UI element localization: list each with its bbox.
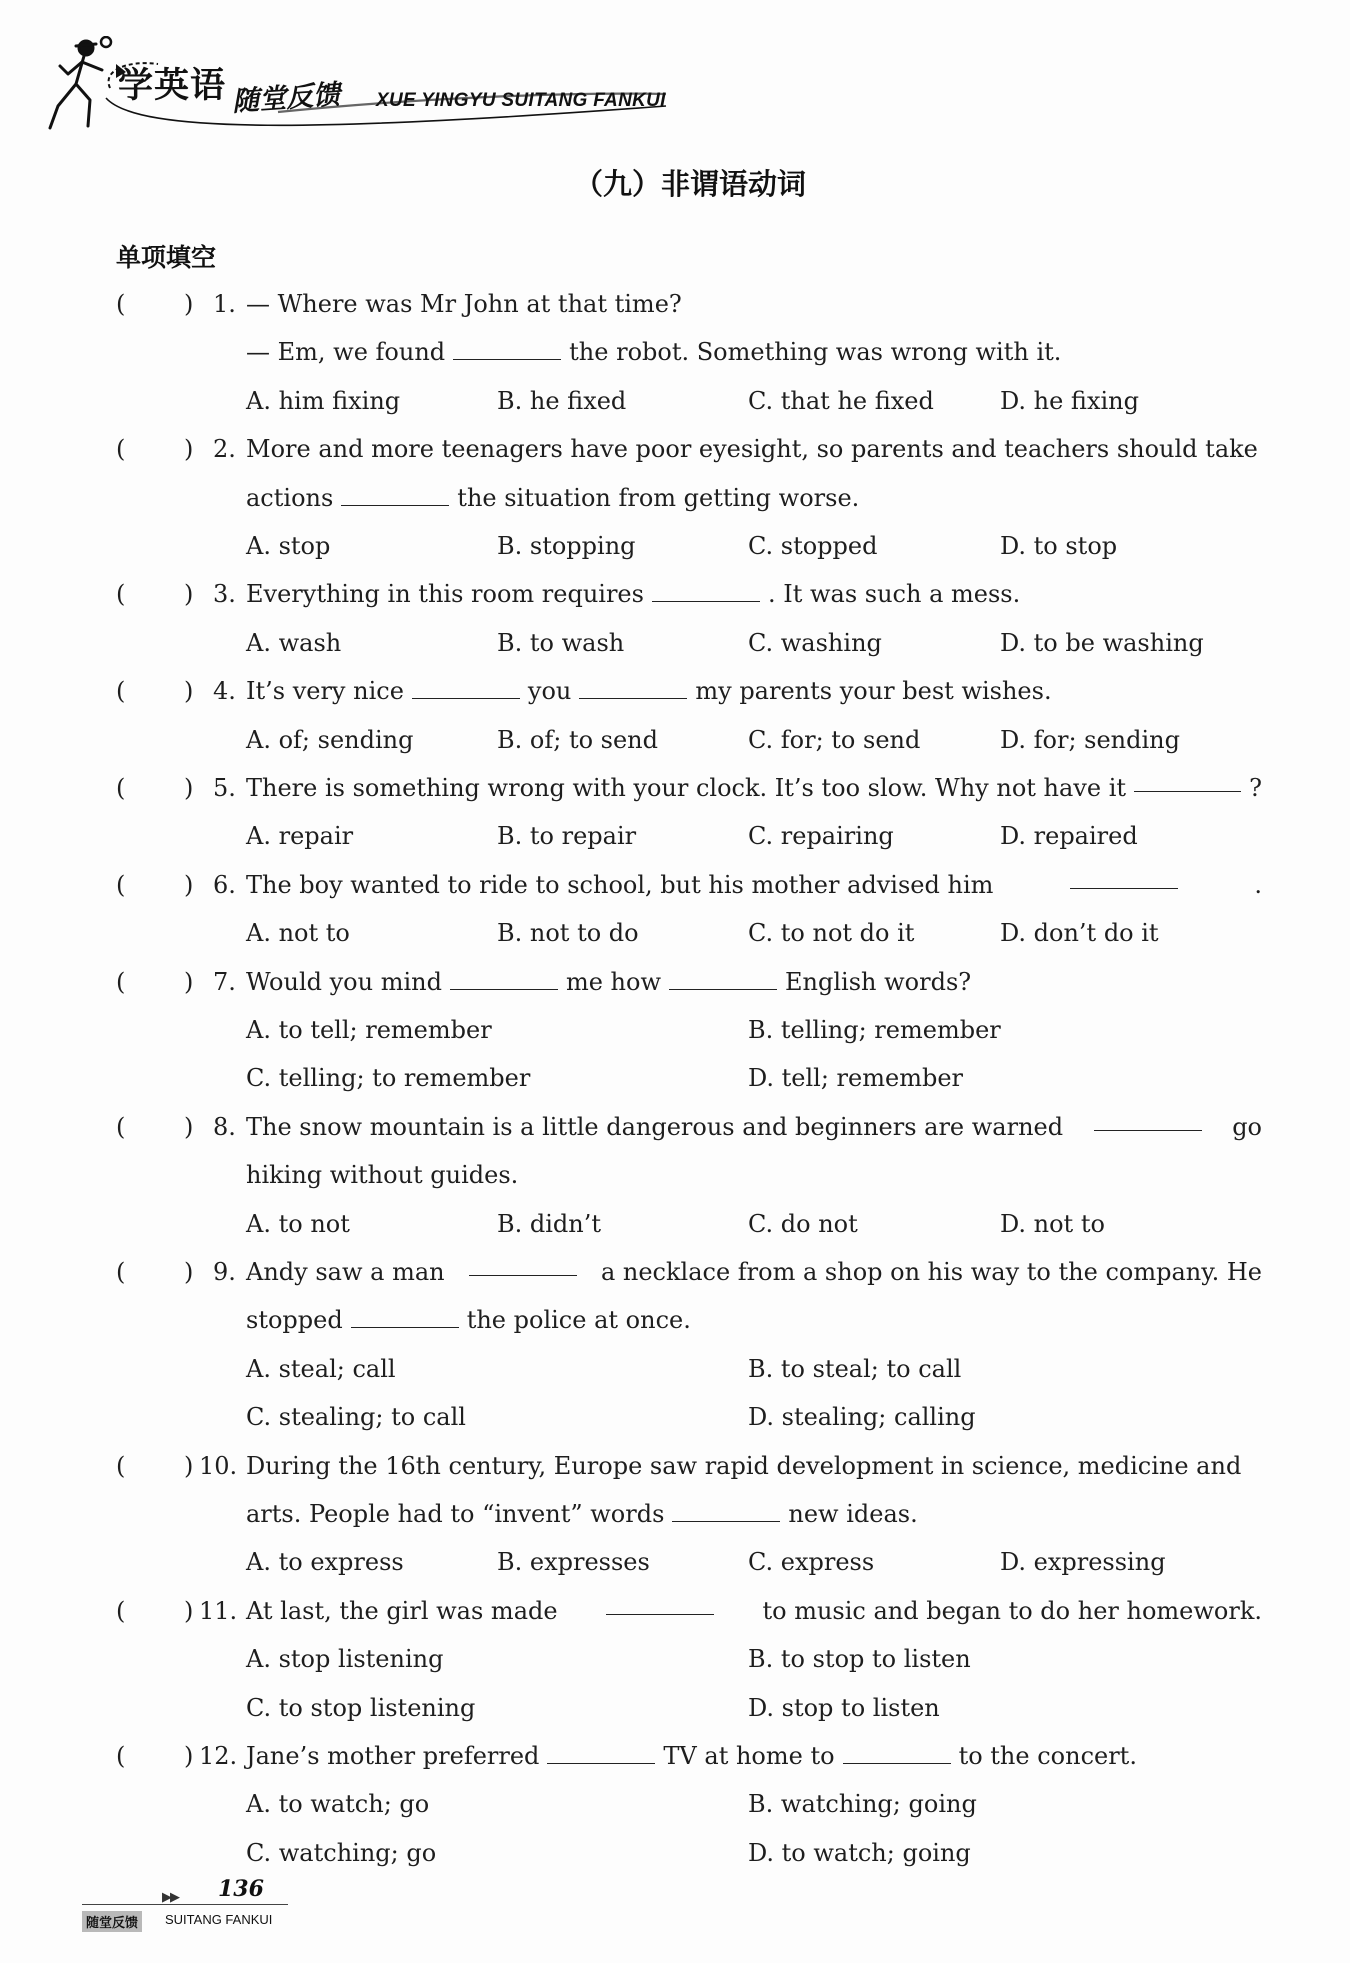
question-text: my parents your best wishes. bbox=[695, 677, 1052, 706]
question-text: TV at home to bbox=[663, 1742, 835, 1770]
answer-paren-open: ( bbox=[116, 435, 126, 464]
answer-paren-open: ( bbox=[116, 1596, 126, 1625]
option-c[interactable]: C. for; to send bbox=[748, 725, 921, 754]
answer-paren-close: ) bbox=[184, 1112, 194, 1141]
page-number: 136 bbox=[218, 1876, 264, 1902]
option-d[interactable]: D. to watch; going bbox=[748, 1838, 971, 1867]
answer-blank[interactable] bbox=[1134, 773, 1241, 792]
option-a[interactable]: A. wash bbox=[246, 628, 342, 657]
option-d[interactable]: D. tell; remember bbox=[748, 1064, 963, 1093]
question-text-line bbox=[246, 1596, 1262, 1626]
answer-paren-close: ) bbox=[184, 580, 194, 609]
option-a[interactable]: A. to watch; go bbox=[246, 1790, 430, 1819]
question-number: 12. bbox=[199, 1742, 238, 1770]
answer-blank[interactable] bbox=[652, 583, 760, 602]
option-d[interactable]: D. to be washing bbox=[1000, 628, 1204, 657]
answer-paren-close: ) bbox=[184, 677, 194, 706]
question-text: Everything in this room requires bbox=[246, 580, 644, 609]
question-text-line bbox=[246, 289, 682, 319]
answer-blank[interactable] bbox=[547, 1745, 655, 1764]
answer-paren-close: ) bbox=[184, 967, 194, 996]
option-c[interactable]: C. that he fixed bbox=[748, 386, 934, 415]
question-text-line bbox=[246, 1305, 691, 1335]
question-text: a necklace from a shop on his way to the company. He bbox=[600, 1258, 1262, 1286]
question-text: English words? bbox=[785, 967, 972, 996]
answer-blank[interactable] bbox=[672, 1503, 780, 1522]
option-d[interactable]: D. to stop bbox=[1000, 531, 1118, 560]
page-title: （九）非谓语动词 bbox=[573, 167, 806, 201]
answer-paren-open: ( bbox=[116, 1742, 126, 1770]
option-c[interactable]: C. washing bbox=[748, 628, 882, 657]
answer-blank[interactable] bbox=[1070, 870, 1178, 889]
question-number: 11. bbox=[199, 1596, 238, 1625]
question-text-line bbox=[246, 676, 1052, 706]
question-text-line bbox=[246, 1741, 1137, 1771]
question-text: stopped bbox=[246, 1306, 343, 1335]
question-text: Would you mind bbox=[246, 967, 442, 996]
answer-paren-open: ( bbox=[116, 290, 126, 318]
option-d[interactable]: D. stop to listen bbox=[748, 1693, 940, 1722]
option-d[interactable]: D. he fixing bbox=[1000, 386, 1139, 415]
question-text: to music and began to do her homework. bbox=[762, 1596, 1262, 1625]
option-d[interactable]: D. expressing bbox=[1000, 1548, 1166, 1577]
option-c[interactable]: C. do not bbox=[748, 1209, 858, 1238]
answer-blank[interactable] bbox=[469, 1257, 577, 1276]
option-b[interactable]: B. he fixed bbox=[497, 386, 627, 415]
question-text-line bbox=[246, 337, 1061, 367]
answer-paren-open: ( bbox=[116, 1112, 126, 1141]
footer-arrows-icon: ▶▶ bbox=[162, 1890, 178, 1905]
answer-blank[interactable] bbox=[669, 971, 777, 990]
option-b[interactable]: B. watching; going bbox=[748, 1790, 977, 1819]
question-text: Jane’s mother preferred bbox=[246, 1742, 540, 1770]
question-number: 8. bbox=[213, 1112, 236, 1141]
answer-blank[interactable] bbox=[351, 1309, 459, 1328]
answer-paren-open: ( bbox=[116, 1451, 126, 1480]
option-b[interactable]: B. telling; remember bbox=[748, 1015, 1001, 1044]
question-text: ? bbox=[1249, 774, 1262, 802]
option-d[interactable]: D. repaired bbox=[1000, 822, 1138, 851]
option-a[interactable]: A. of; sending bbox=[246, 725, 414, 754]
question-text: The boy wanted to ride to school, but his mother advised him bbox=[246, 870, 994, 899]
question-text: At last, the girl was made bbox=[246, 1596, 558, 1625]
answer-paren-close: ) bbox=[184, 1258, 194, 1286]
answer-paren-close: ) bbox=[184, 1596, 194, 1625]
header-pinyin: XUE YINGYU SUITANG FANKUI bbox=[376, 90, 666, 111]
question-text: During the 16th century, Europe saw rapid development in science, medicine and bbox=[246, 1451, 1242, 1480]
option-b[interactable]: B. didn’t bbox=[497, 1209, 602, 1238]
question-text: me how bbox=[565, 967, 662, 996]
question-number: 6. bbox=[213, 870, 236, 899]
question-text-line bbox=[246, 1257, 1262, 1287]
answer-paren-open: ( bbox=[116, 774, 126, 802]
answer-blank[interactable] bbox=[341, 487, 449, 506]
question-text: . It was such a mess. bbox=[767, 580, 1021, 609]
question-text: the robot. Something was wrong with it. bbox=[569, 338, 1062, 367]
option-a[interactable]: A. repair bbox=[246, 822, 354, 851]
answer-blank[interactable] bbox=[843, 1745, 951, 1764]
option-d[interactable]: D. stealing; calling bbox=[748, 1403, 976, 1432]
option-a[interactable]: A. stop bbox=[246, 531, 331, 560]
option-b[interactable]: B. stopping bbox=[497, 531, 636, 560]
option-a[interactable]: A. steal; call bbox=[246, 1354, 396, 1383]
question-text: More and more teenagers have poor eyesight, so parents and teachers should take bbox=[246, 435, 1258, 464]
question-text: go bbox=[1232, 1112, 1262, 1141]
option-a[interactable]: A. to tell; remember bbox=[246, 1015, 492, 1044]
option-b[interactable]: B. not to do bbox=[497, 919, 639, 948]
question-text-line bbox=[246, 1112, 1262, 1142]
answer-paren-close: ) bbox=[184, 774, 194, 802]
option-b[interactable]: B. to stop to listen bbox=[748, 1645, 971, 1674]
question-number: 5. bbox=[213, 774, 236, 802]
answer-paren-open: ( bbox=[116, 870, 126, 899]
option-c[interactable]: C. stealing; to call bbox=[246, 1403, 466, 1432]
question-text-line bbox=[246, 1499, 918, 1529]
option-b[interactable]: B. to repair bbox=[497, 822, 637, 851]
answer-blank[interactable] bbox=[579, 680, 687, 699]
footer-divider bbox=[82, 1904, 288, 1905]
option-d[interactable]: D. don’t do it bbox=[1000, 919, 1159, 948]
option-c[interactable]: C. watching; go bbox=[246, 1838, 437, 1867]
option-a[interactable]: A. to express bbox=[246, 1548, 404, 1577]
question-text: — Where was Mr John at that time? bbox=[246, 290, 682, 318]
question-number: 3. bbox=[213, 580, 236, 609]
option-a[interactable]: A. to not bbox=[246, 1209, 350, 1238]
question-text-line bbox=[246, 1451, 1262, 1481]
question-number: 4. bbox=[213, 677, 236, 706]
question-text-line bbox=[246, 870, 1262, 900]
question-text: It’s very nice bbox=[246, 677, 404, 706]
question-number: 7. bbox=[213, 967, 236, 996]
header-title: 学英语 bbox=[118, 66, 227, 106]
option-b[interactable]: B. expresses bbox=[497, 1548, 650, 1577]
question-text: There is something wrong with your clock. It’s too slow. Why not have it bbox=[246, 774, 1127, 802]
footer-pinyin: SUITANG FANKUI bbox=[165, 1912, 273, 1927]
option-c[interactable]: C. telling; to remember bbox=[246, 1064, 531, 1093]
question-text-line bbox=[246, 579, 1020, 609]
option-c[interactable]: C. repairing bbox=[748, 822, 894, 851]
option-a[interactable]: A. not to bbox=[246, 919, 350, 948]
answer-blank[interactable] bbox=[450, 971, 558, 990]
option-d[interactable]: D. not to bbox=[1000, 1209, 1105, 1238]
question-number: 9. bbox=[213, 1258, 236, 1286]
question-text: arts. People had to “invent” words bbox=[246, 1499, 665, 1528]
answer-paren-open: ( bbox=[116, 677, 126, 706]
footer-label: 随堂反馈 bbox=[82, 1911, 142, 1932]
question-text: the situation from getting worse. bbox=[457, 483, 860, 512]
answer-paren-open: ( bbox=[116, 1258, 126, 1286]
question-text: . bbox=[1254, 870, 1262, 899]
answer-blank[interactable] bbox=[1094, 1112, 1202, 1131]
header-subtitle: 随堂反馈 bbox=[231, 79, 342, 118]
question-text: new ideas. bbox=[788, 1499, 918, 1528]
question-text-line bbox=[246, 1160, 518, 1190]
option-b[interactable]: B. to steal; to call bbox=[748, 1354, 962, 1383]
option-d[interactable]: D. for; sending bbox=[1000, 725, 1180, 754]
question-text: hiking without guides. bbox=[246, 1161, 519, 1190]
answer-blank[interactable] bbox=[412, 680, 520, 699]
question-text-line bbox=[246, 434, 1262, 464]
option-c[interactable]: C. to not do it bbox=[748, 919, 915, 948]
option-a[interactable]: A. him fixing bbox=[246, 386, 401, 415]
answer-paren-close: ) bbox=[184, 435, 194, 464]
question-text-line bbox=[246, 967, 971, 997]
option-c[interactable]: C. stopped bbox=[748, 531, 878, 560]
question-text: — Em, we found bbox=[246, 338, 446, 367]
question-text-line bbox=[246, 773, 1262, 803]
question-text: actions bbox=[246, 483, 334, 512]
option-c[interactable]: C. to stop listening bbox=[246, 1693, 476, 1722]
answer-blank[interactable] bbox=[606, 1596, 714, 1615]
section-title: 单项填空 bbox=[116, 243, 217, 272]
option-a[interactable]: A. stop listening bbox=[246, 1645, 444, 1674]
answer-paren-open: ( bbox=[116, 967, 126, 996]
question-text: the police at once. bbox=[466, 1306, 691, 1335]
answer-paren-close: ) bbox=[184, 870, 194, 899]
question-number: 2. bbox=[213, 435, 236, 464]
answer-paren-close: ) bbox=[184, 1742, 194, 1770]
option-b[interactable]: B. to wash bbox=[497, 628, 625, 657]
answer-paren-close: ) bbox=[184, 290, 194, 318]
option-c[interactable]: C. express bbox=[748, 1548, 875, 1577]
answer-blank[interactable] bbox=[453, 341, 561, 360]
question-number: 1. bbox=[213, 290, 236, 318]
option-b[interactable]: B. of; to send bbox=[497, 725, 659, 754]
question-number: 10. bbox=[199, 1451, 238, 1480]
question-text-line bbox=[246, 483, 859, 513]
question-text: The snow mountain is a little dangerous and beginners are warned bbox=[246, 1112, 1064, 1141]
question-text: you bbox=[527, 677, 572, 706]
answer-paren-close: ) bbox=[184, 1451, 194, 1480]
question-text: to the concert. bbox=[958, 1742, 1137, 1770]
question-text: Andy saw a man bbox=[246, 1258, 445, 1286]
answer-paren-open: ( bbox=[116, 580, 126, 609]
